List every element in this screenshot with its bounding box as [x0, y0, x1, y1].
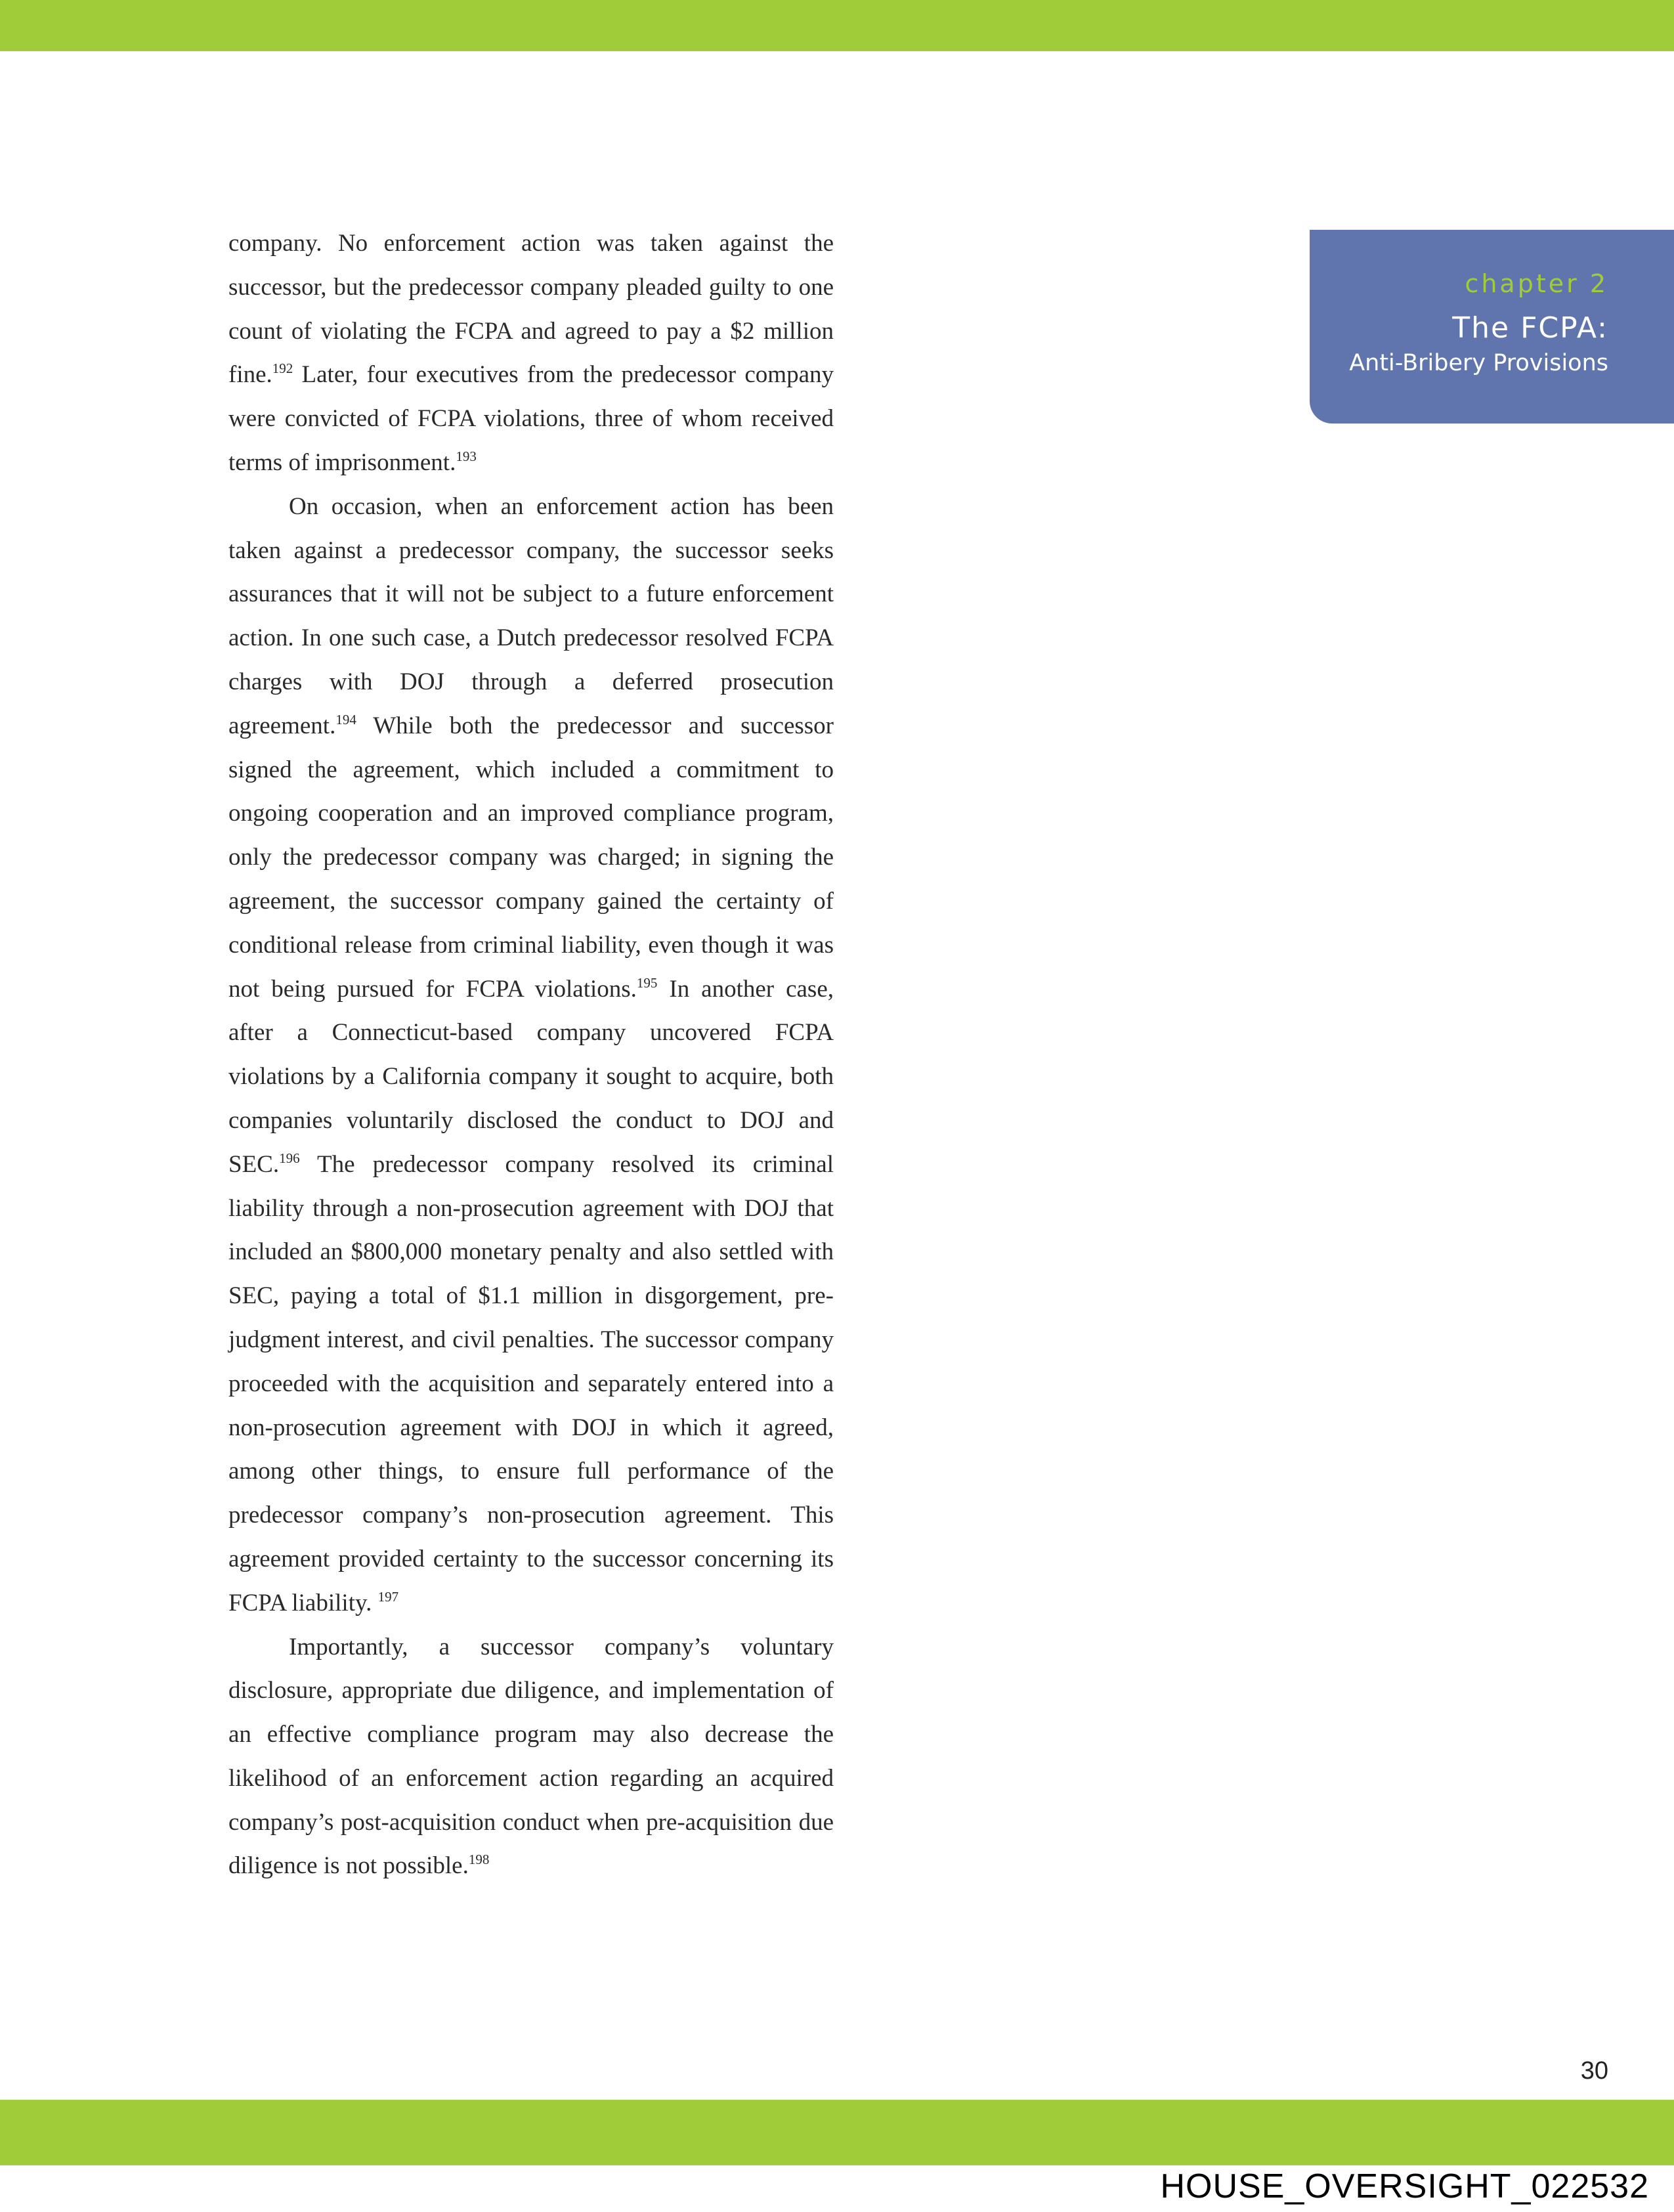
- bottom-color-band: [0, 2100, 1674, 2165]
- chapter-number: chapter 2: [1465, 269, 1608, 298]
- paragraph: [228, 485, 834, 1626]
- paragraph-text: The predecessor company resolved its criminal liability through a non-prosecution agreement with DOJ that included an $800,000 monetary penalty and also settled with SEC, paying a total of $1.1 million in disgorgement, pre-judgment interest, and civil penalties. The successor company proceeded with the acquisition and separately entered into a non-prosecution agreement with DOJ in which it agreed, among other things, to ensure full performance of the predecessor company’s non-prosecution agreement. This agreement provided certainty to the successor concerning its FCPA liability.: [228, 1150, 834, 1616]
- footnote-marker: 192: [272, 360, 293, 377]
- page-number: 30: [1580, 2057, 1608, 2085]
- top-color-band: [0, 0, 1674, 51]
- chapter-title: The FCPA:: [1452, 311, 1608, 345]
- footnote-marker: 197: [377, 1588, 399, 1605]
- bates-number: HOUSE_OVERSIGHT_022532: [1160, 2167, 1649, 2205]
- paragraph-text: In another case, after a Connecticut-based company uncovered FCPA violations by a California company it sought to acquire, both companies voluntarily disclosed the conduct to DOJ and SEC.: [228, 975, 834, 1178]
- paragraph: [228, 222, 834, 485]
- chapter-tab: [1310, 230, 1674, 423]
- paragraph: [228, 1626, 834, 1889]
- footnote-marker: 196: [279, 1150, 300, 1166]
- paragraph-text: company. No enforcement action was taken against the successor, but the predecessor company pleaded guilty to one count of violating the FCPA and agreed to pay a $2 million fine.: [228, 230, 834, 389]
- footnote-marker: 198: [468, 1852, 490, 1868]
- footnote-marker: 194: [335, 711, 356, 727]
- paragraph-text: Importantly, a successor company’s voluntary disclosure, appropriate due diligence, and implementation of an effective compliance program may also decrease the likelihood of an enforcement action regarding an acquired company’s post-acquisition conduct when pre-acquisition due diligence is not possible.: [228, 1633, 834, 1880]
- body-text: [228, 222, 834, 1888]
- footnote-marker: 195: [636, 974, 658, 991]
- paragraph-text: Later, four executives from the predecessor company were convicted of FCPA violations, three of whom received terms of imprisonment.: [228, 361, 834, 476]
- paragraph-text: While both the predecessor and successor signed the agreement, which included a commitment to ongoing cooperation and an improved compliance program, only the predecessor company was charged; in signing the agreement, the successor company gained the certainty of conditional release from criminal liability, even though it was not being pursued for FCPA violations.: [228, 712, 834, 1003]
- chapter-subtitle: Anti-Bribery Provisions: [1349, 350, 1608, 376]
- paragraph-text: On occasion, when an enforcement action has been taken against a predecessor company, the successor seeks assurances that it will not be subject to a future enforcement action. In one such case, a Dutch predecessor resolved FCPA charges with DOJ through a deferred prosecution agreement.: [228, 492, 834, 739]
- footnote-marker: 193: [456, 448, 477, 464]
